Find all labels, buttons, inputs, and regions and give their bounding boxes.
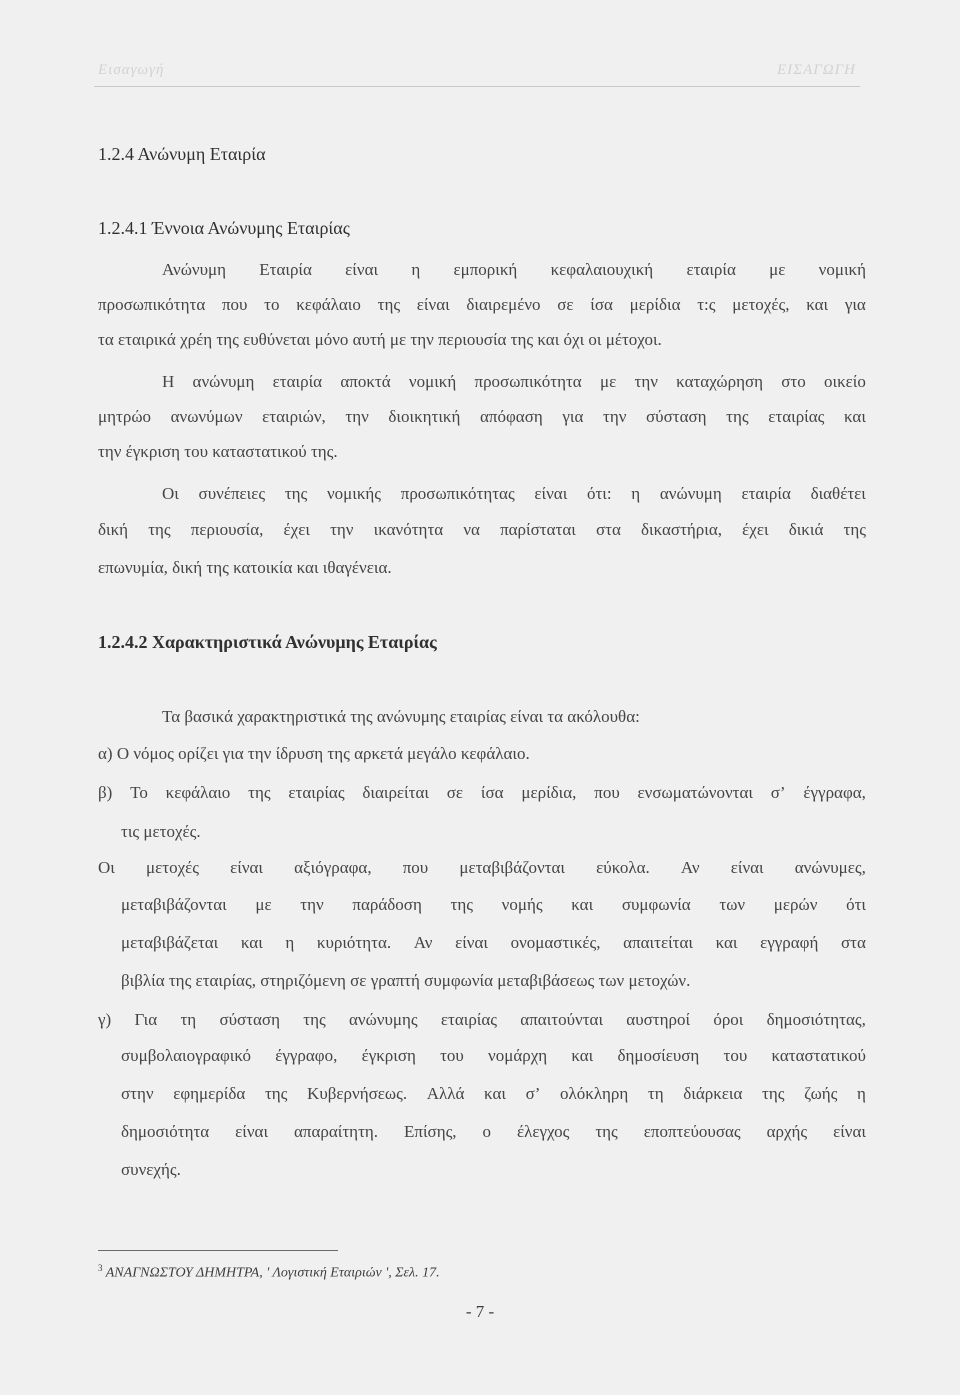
word: διαιρείται (362, 783, 429, 802)
p1-line-2 (98, 295, 866, 315)
word: συμφωνία (621, 895, 691, 914)
word: τη (180, 1010, 197, 1029)
word: έχει (742, 520, 769, 539)
word: την (602, 407, 627, 426)
word: μετοχές, (732, 295, 790, 314)
word: σύσταση (646, 407, 707, 426)
word: ικανότητα (373, 520, 444, 539)
word: της (843, 520, 866, 539)
word: προσωπικότητα (98, 295, 206, 314)
word: του (440, 1046, 464, 1065)
word: στα (840, 933, 866, 952)
word: της (762, 1084, 785, 1103)
word: με (599, 372, 617, 391)
footnote (98, 1263, 440, 1282)
word: με (769, 260, 786, 279)
word: καταστατικού (771, 1046, 866, 1065)
word: κεφαλαιουχική (550, 260, 654, 279)
running-head-left: Εισαγωγή (98, 62, 165, 78)
word: είναι (235, 1122, 269, 1141)
word: εμπορική (453, 260, 518, 279)
footnote-marker: 3 (98, 1263, 103, 1273)
word: δημοσιότητα (121, 1122, 210, 1141)
word: Οι (98, 858, 115, 877)
item-b-line-2: τις μετοχές. (121, 822, 201, 841)
word: μητρώο (98, 407, 152, 426)
word: Οι (162, 484, 179, 503)
word: σε (557, 295, 574, 314)
word: και (715, 933, 738, 952)
word: Εταιρία (259, 260, 312, 279)
word: που (594, 783, 620, 802)
word: Η (162, 372, 175, 391)
word: αποκτά (340, 372, 391, 391)
word: την (634, 372, 658, 391)
word: της (303, 1010, 326, 1029)
word: κυριότητα. (316, 933, 392, 952)
p3-line-1 (162, 484, 866, 504)
shares-line-2 (121, 895, 866, 915)
word: την (330, 520, 354, 539)
word: διάρκεια (683, 1084, 743, 1103)
word: έγκριση (361, 1046, 416, 1065)
word: σε (446, 783, 464, 802)
word: αυστηροί (626, 1010, 691, 1029)
word: παρίσταται (500, 520, 576, 539)
word: η (631, 484, 641, 503)
word: εταιρίας (768, 407, 825, 426)
word: η (411, 260, 421, 279)
word: δικαστήρια, (641, 520, 723, 539)
word: ανώνυμες, (794, 858, 866, 877)
word: νομικής (326, 484, 382, 503)
running-head-right: ΕΙΣΑΓΩΓΗ (777, 62, 856, 78)
p2-line-2 (98, 407, 866, 427)
p3-line-2 (98, 520, 866, 540)
word: Αλλά (426, 1084, 465, 1103)
word: διοικητική (388, 407, 461, 426)
word: Το (130, 783, 148, 802)
footnote-text: ΑΝΑΓΝΩΣΤΟΥ ΔΗΜΗΤΡΑ, ' Λογιστική Εταιριών ', Σελ. 17. (105, 1265, 440, 1281)
word: της (284, 484, 308, 503)
word: διαιρεμένο (466, 295, 541, 314)
item-c-line-3 (121, 1084, 866, 1104)
word: είναι (455, 933, 488, 952)
word: παράδοση (352, 895, 422, 914)
word: νομική (408, 372, 457, 391)
item-c-line-5: συνεχής. (121, 1160, 181, 1179)
word: δημοσίευση (617, 1046, 700, 1065)
word: στα (595, 520, 621, 539)
word: δημοσιότητας, (766, 1010, 866, 1029)
running-head (94, 62, 860, 90)
word: και (806, 295, 829, 314)
word: και (484, 1084, 506, 1103)
word: σ’ (770, 783, 786, 802)
p3-line-3: επωνυμία, δική της κατοικία και ιθαγένεια. (98, 558, 392, 577)
word: ανώνυμη (192, 372, 255, 391)
page-number: - 7 - (465, 1302, 495, 1321)
word: δικιά (788, 520, 824, 539)
word: εφημερίδα (173, 1084, 246, 1103)
word: διαθέτει (810, 484, 866, 503)
word: των (719, 895, 746, 914)
shares-line-4: βιβλία της εταιρίας, στηριζόμενη σε γραπτή συμφωνία μεταβιβάσεως των μετοχών. (121, 971, 691, 990)
word: ανώνυμη (659, 484, 722, 503)
word: εταιρία (741, 484, 791, 503)
word: της (248, 783, 271, 802)
word: Αν (680, 858, 700, 877)
word: στο (781, 372, 806, 391)
word: είναι (416, 295, 450, 314)
word: της (595, 1122, 618, 1141)
word: συμβολαιογραφικό (121, 1046, 252, 1065)
word: έλεγχος (516, 1122, 570, 1141)
word: Για (134, 1010, 158, 1029)
word: εταιρίας (440, 1010, 498, 1029)
word: γ) (98, 1010, 112, 1029)
word: τ:ς (697, 295, 716, 314)
word: Ανώνυμη (162, 260, 226, 279)
p2-line-1 (162, 372, 866, 392)
word: περιουσία, (190, 520, 264, 539)
word: είναι (534, 484, 568, 503)
word: ζωής (804, 1084, 838, 1103)
word: απόφαση (480, 407, 543, 426)
word: είναι (833, 1122, 866, 1141)
word: εταιρία (272, 372, 323, 391)
word: και (844, 407, 866, 426)
word: την (300, 895, 324, 914)
subsection-1-title: 1.2.4.1 Έννοια Ανώνυμης Εταιρίας (98, 218, 350, 238)
word: ανώνυμης (348, 1010, 418, 1029)
word: και (571, 1046, 594, 1065)
word: εγγραφή (760, 933, 819, 952)
word: που (221, 295, 248, 314)
item-c-line-1 (98, 1010, 866, 1030)
word: το (264, 295, 280, 314)
word: εύκολα. (596, 858, 650, 877)
word: της (148, 520, 171, 539)
word: κεφάλαιο (296, 295, 361, 314)
word: εταιρία (686, 260, 736, 279)
word: νομική (818, 260, 866, 279)
word: ίσα (480, 783, 504, 802)
word: της (450, 895, 473, 914)
word: μερίδια (629, 295, 681, 314)
word: και (240, 933, 263, 952)
word: η (857, 1084, 866, 1103)
word: μεταβιβάζονται (459, 858, 566, 877)
word: απαιτούνται (520, 1010, 604, 1029)
word: η (285, 933, 295, 952)
word: νομάρχη (488, 1046, 548, 1065)
word: ίσα (590, 295, 613, 314)
footnote-rule (98, 1250, 338, 1251)
word: ενσωματώνονται (637, 783, 753, 802)
word: για (562, 407, 584, 426)
word: μερίδια, (521, 783, 577, 802)
word: προσωπικότητας (400, 484, 515, 503)
item-a: α) Ο νόμος ορίζει για την ίδρυση της αρκετά μεγάλο κεφάλαιο. (98, 744, 530, 763)
word: εταιρίας (288, 783, 345, 802)
word: σ’ (525, 1084, 541, 1103)
shares-line-1 (98, 858, 866, 878)
word: μεταβιβάζεται (121, 933, 219, 952)
word: συνέπειες (198, 484, 266, 503)
word: απαραίτητη. (293, 1122, 379, 1141)
p1-line-3: τα εταιρικά χρέη της ευθύνεται μόνο αυτή με την περιουσία της και όχι οι μέτοχοι. (98, 330, 662, 349)
word: ολόκληρη (560, 1084, 629, 1103)
word: της (377, 295, 401, 314)
word: όροι (713, 1010, 744, 1029)
word: αξιόγραφα, (294, 858, 372, 877)
item-b-line-1 (98, 783, 866, 803)
word: σύσταση (219, 1010, 280, 1029)
word: προσωπικότητα (474, 372, 582, 391)
shares-line-3 (121, 933, 866, 953)
word: καταχώρηση (676, 372, 764, 391)
word: ο (482, 1122, 491, 1141)
word: για (844, 295, 866, 314)
word: δική (98, 520, 129, 539)
word: ονομαστικές, (510, 933, 601, 952)
word: ότι (846, 895, 866, 914)
word: που (402, 858, 429, 877)
word: Αν (413, 933, 433, 952)
word: είναι (345, 260, 379, 279)
word: κεφάλαιο (165, 783, 231, 802)
word: Επίσης, (403, 1122, 457, 1141)
word: τη (647, 1084, 664, 1103)
word: να (463, 520, 480, 539)
word: της (264, 1084, 288, 1103)
word: και (571, 895, 594, 914)
word: έχει (283, 520, 310, 539)
word: με (255, 895, 272, 914)
word: την (345, 407, 369, 426)
word: β) (98, 783, 113, 802)
word: νομής (501, 895, 543, 914)
item-c-line-4 (121, 1122, 866, 1142)
characteristics-intro: Τα βασικά χαρακτηριστικά της ανώνυμης εταιρίας είναι τα ακόλουθα: (162, 707, 640, 726)
word: εταιριών, (262, 407, 326, 426)
word: είναι (730, 858, 764, 877)
word: μερών (773, 895, 818, 914)
p1-line-1 (162, 260, 866, 280)
word: οικείο (824, 372, 866, 391)
section-title: 1.2.4 Ανώνυμη Εταιρία (98, 144, 266, 164)
word: Κυβερνήσεως. (307, 1084, 408, 1103)
p2-line-3: την έγκριση του καταστατικού της. (98, 442, 338, 461)
subsection-2-title: 1.2.4.2 Χαρακτηριστικά Ανώνυμης Εταιρίας (98, 632, 437, 652)
word: ότι: (586, 484, 612, 503)
word: είναι (230, 858, 264, 877)
word: στην (121, 1084, 154, 1103)
item-c-line-2 (121, 1046, 866, 1066)
word: μετοχές (145, 858, 199, 877)
word: έγγραφα, (803, 783, 866, 802)
word: αρχής (766, 1122, 808, 1141)
word: απαιτείται (623, 933, 693, 952)
word: έγγραφο, (275, 1046, 338, 1065)
word: της (726, 407, 749, 426)
word: εποπτεύουσας (643, 1122, 741, 1141)
header-rule (94, 86, 860, 87)
word: μεταβιβάζονται (121, 895, 227, 914)
word: ανωνύμων (170, 407, 243, 426)
word: του (723, 1046, 748, 1065)
